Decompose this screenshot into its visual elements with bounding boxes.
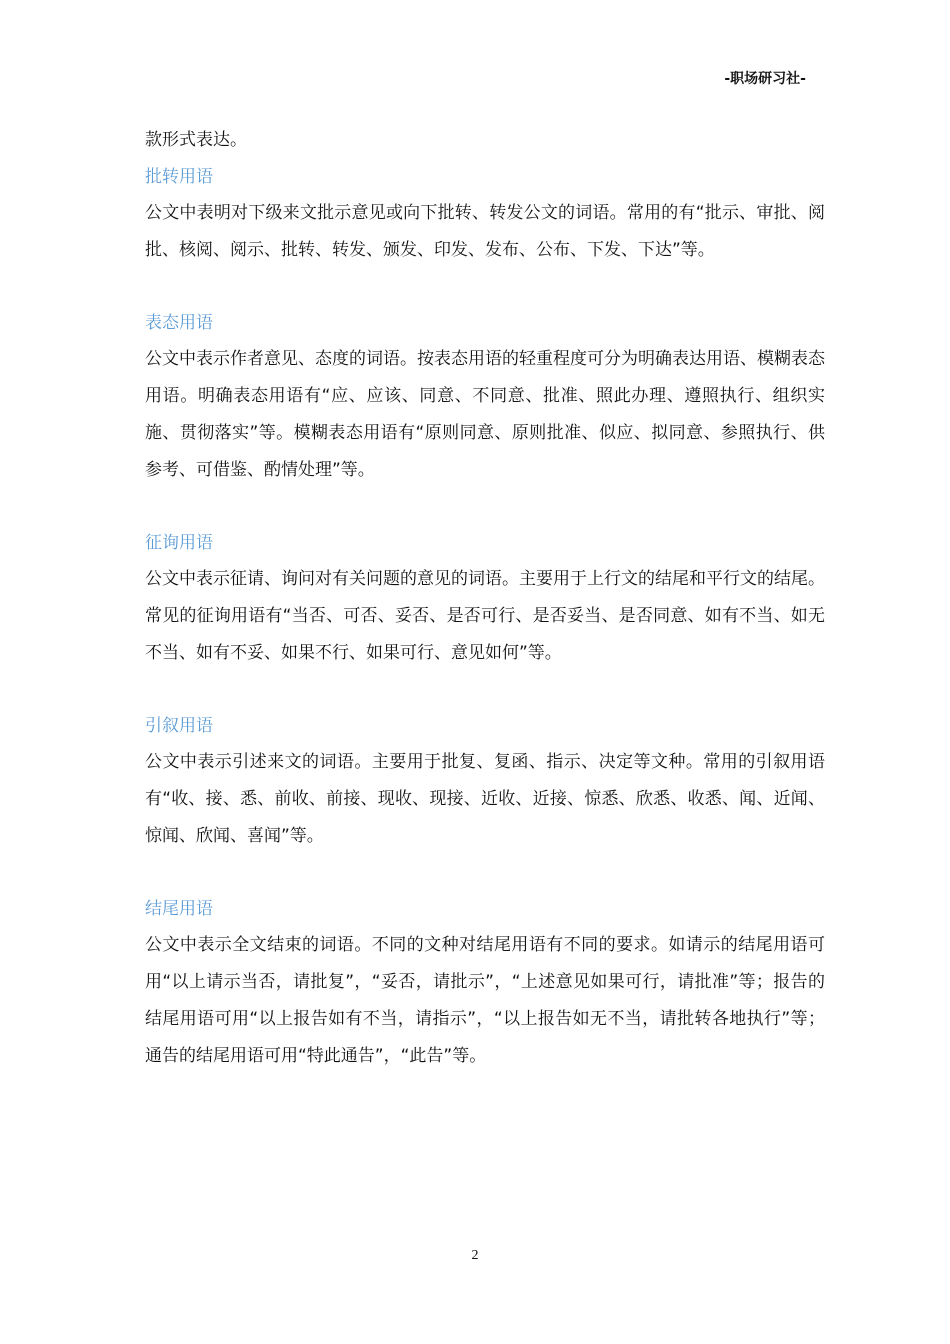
document-body	[145, 122, 825, 1075]
intro-line: 款形式表达。	[145, 130, 247, 150]
section-paragraph: 公文中表示全文结束的词语。不同的文种对结尾用语有不同的要求。如请示的结尾用语可用“以上请示当否，请批复”，“妥否，请批示”，“上述意见如果可行，请批准”等；报告的结尾用语可用“以上报告如有不当，请指示”，“以上报告如无不当，请批转各地执行”等；通告的结尾用语可用“特此通告”，“此告”等。	[145, 935, 825, 1066]
section-pizhuan	[145, 159, 825, 269]
section-heading: 结尾用语	[145, 899, 213, 919]
section-paragraph: 公文中表示作者意见、态度的词语。按表态用语的轻重程度可分为明确表达用语、模糊表态用语。明确表态用语有“应、应该、同意、不同意、批准、照此办理、遵照执行、组织实施、贯彻落实”等。模糊表态用语有“原则同意、原则批准、似应、拟同意、参照执行、供参考、可借鉴、酌情处理”等。	[145, 349, 825, 480]
section-paragraph: 公文中表示引述来文的词语。主要用于批复、复函、指示、决定等文种。常用的引叙用语有“收、接、悉、前收、前接、现收、现接、近收、近接、惊悉、欣悉、收悉、闻、近闻、惊闻、欣闻、喜闻”等。	[145, 752, 825, 846]
section-paragraph: 公文中表示征请、询问对有关问题的意见的词语。主要用于上行文的结尾和平行文的结尾。常见的征询用语有“当否、可否、妥否、是否可行、是否妥当、是否同意、如有不当、如无不当、如有不妥、如果不行、如果可行、意见如何”等。	[145, 569, 825, 663]
section-zhengxun	[145, 525, 825, 672]
section-heading: 征询用语	[145, 533, 213, 553]
section-yinxu	[145, 708, 825, 855]
section-heading: 表态用语	[145, 313, 213, 333]
section-heading: 引叙用语	[145, 716, 213, 736]
section-jiewei	[145, 891, 825, 1075]
page-header-brand: -职场研习社-	[724, 71, 806, 87]
section-biaotai	[145, 305, 825, 489]
section-heading: 批转用语	[145, 167, 213, 187]
page-number: 2	[471, 1248, 479, 1263]
section-paragraph: 公文中表明对下级来文批示意见或向下批转、转发公文的词语。常用的有“批示、审批、阅批、核阅、阅示、批转、转发、颁发、印发、发布、公布、下发、下达”等。	[145, 203, 825, 260]
